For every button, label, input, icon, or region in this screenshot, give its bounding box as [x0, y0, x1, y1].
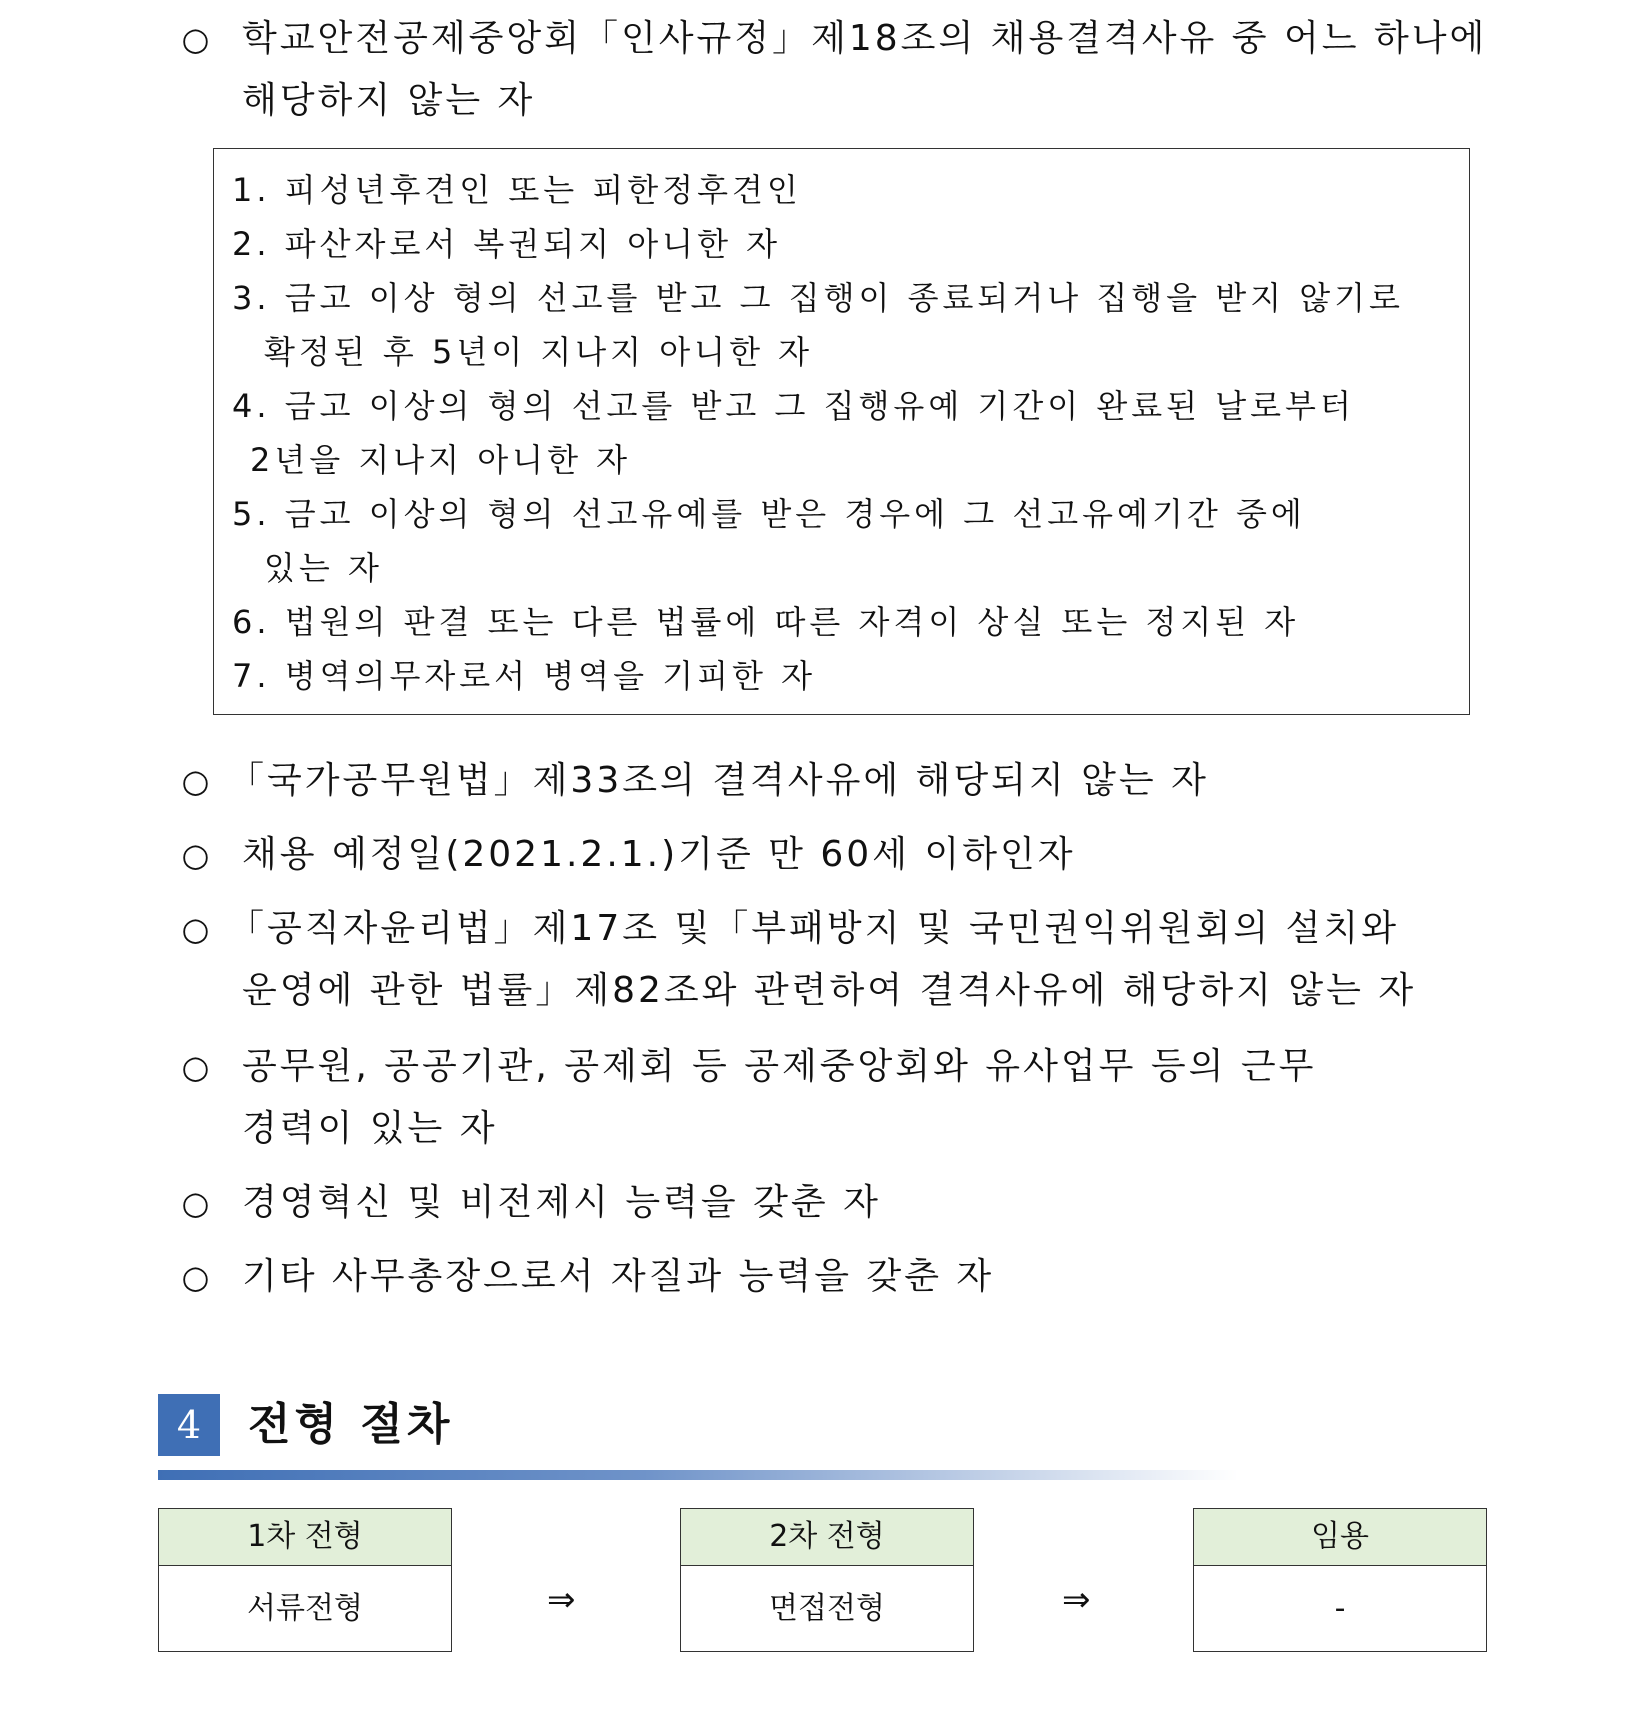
stage-body: 면접전형: [769, 1591, 885, 1626]
qualification-text: 「공직자윤리법」제17조 및「부패방지 및 국민권익위원회의 설치와: [228, 908, 1399, 949]
qualification-item-1: [180, 8, 1488, 132]
circle-bullet-icon: ○: [181, 1258, 213, 1296]
disqualification-item: 4. 금고 이상의 형의 선고를 받고 그 집행유예 기간이 완료된 날로부터: [232, 387, 1355, 425]
stage-body: 서류전형: [247, 1591, 363, 1626]
qualification-text-continued: 운영에 관한 법률」제82조와 관련하여 결격사유에 해당하지 않는 자: [242, 970, 1417, 1011]
disqualification-item: 1. 피성년후견인 또는 피한정후견인: [232, 171, 802, 209]
qualification-text: 경영혁신 및 비전제시 능력을 갖춘 자: [242, 1182, 881, 1223]
qualification-item-5: [180, 1036, 1480, 1160]
disqualification-item: 6. 법원의 판결 또는 다른 법률에 따른 자격이 상실 또는 정지된 자: [232, 603, 1300, 641]
qualification-item-7: [180, 1246, 1480, 1308]
disqualification-item: 2. 파산자로서 복권되지 아니한 자: [232, 225, 782, 263]
qualification-item-4: [180, 898, 1480, 1022]
procedure-stage-1: [158, 1508, 452, 1652]
procedure-stage-2: [680, 1508, 974, 1652]
section-underline: [158, 1470, 1238, 1480]
disqualification-item-continued: 있는 자: [264, 549, 383, 587]
qualification-item-6: [180, 1172, 1480, 1234]
qualification-text-continued: 경력이 있는 자: [242, 1108, 498, 1149]
qualification-item-3: [180, 824, 1480, 886]
section-header: [158, 1394, 1258, 1484]
circle-bullet-icon: ○: [181, 1048, 213, 1086]
qualification-text: 공무원, 공공기관, 공제회 등 공제중앙회와 유사업무 등의 근무: [242, 1046, 1317, 1087]
stage-header: 임용: [1194, 1509, 1486, 1566]
stage-header: 1차 전형: [159, 1509, 451, 1566]
disqualification-list-box: [213, 148, 1470, 715]
disqualification-item: 3. 금고 이상 형의 선고를 받고 그 집행이 종료되거나 집행을 받지 않기로: [232, 279, 1404, 317]
disqualification-item-continued: 2년을 지나지 아니한 자: [250, 441, 632, 479]
disqualification-item: 7. 병역의무자로서 병역을 기피한 자: [232, 657, 816, 695]
qualification-text-continued: 해당하지 않는 자: [242, 80, 536, 121]
right-double-arrow-icon: ⇒: [1062, 1580, 1091, 1620]
circle-bullet-icon: ○: [181, 762, 213, 800]
circle-bullet-icon: ○: [181, 910, 213, 948]
disqualification-item: 5. 금고 이상의 형의 선고유예를 받은 경우에 그 선고유예기간 중에: [232, 495, 1306, 533]
circle-bullet-icon: ○: [181, 20, 213, 58]
qualification-text: 「국가공무원법」제33조의 결격사유에 해당되지 않는 자: [228, 760, 1209, 801]
procedure-stage-3: [1193, 1508, 1487, 1652]
section-number-badge: 4: [158, 1394, 220, 1456]
qualification-item-2: [180, 750, 1480, 812]
qualification-text: 학교안전공제중앙회「인사규정」제18조의 채용결격사유 중 어느 하나에: [242, 18, 1488, 59]
qualification-text: 기타 사무총장으로서 자질과 능력을 갖춘 자: [242, 1256, 995, 1297]
stage-header: 2차 전형: [681, 1509, 973, 1566]
circle-bullet-icon: ○: [181, 836, 213, 874]
stage-body: -: [1334, 1591, 1346, 1626]
circle-bullet-icon: ○: [181, 1184, 213, 1222]
disqualification-item-continued: 확정된 후 5년이 지나지 아니한 자: [264, 333, 814, 371]
right-double-arrow-icon: ⇒: [547, 1580, 576, 1620]
qualification-text: 채용 예정일(2021.2.1.)기준 만 60세 이하인자: [242, 834, 1076, 875]
section-title: 전형 절차: [248, 1399, 454, 1450]
